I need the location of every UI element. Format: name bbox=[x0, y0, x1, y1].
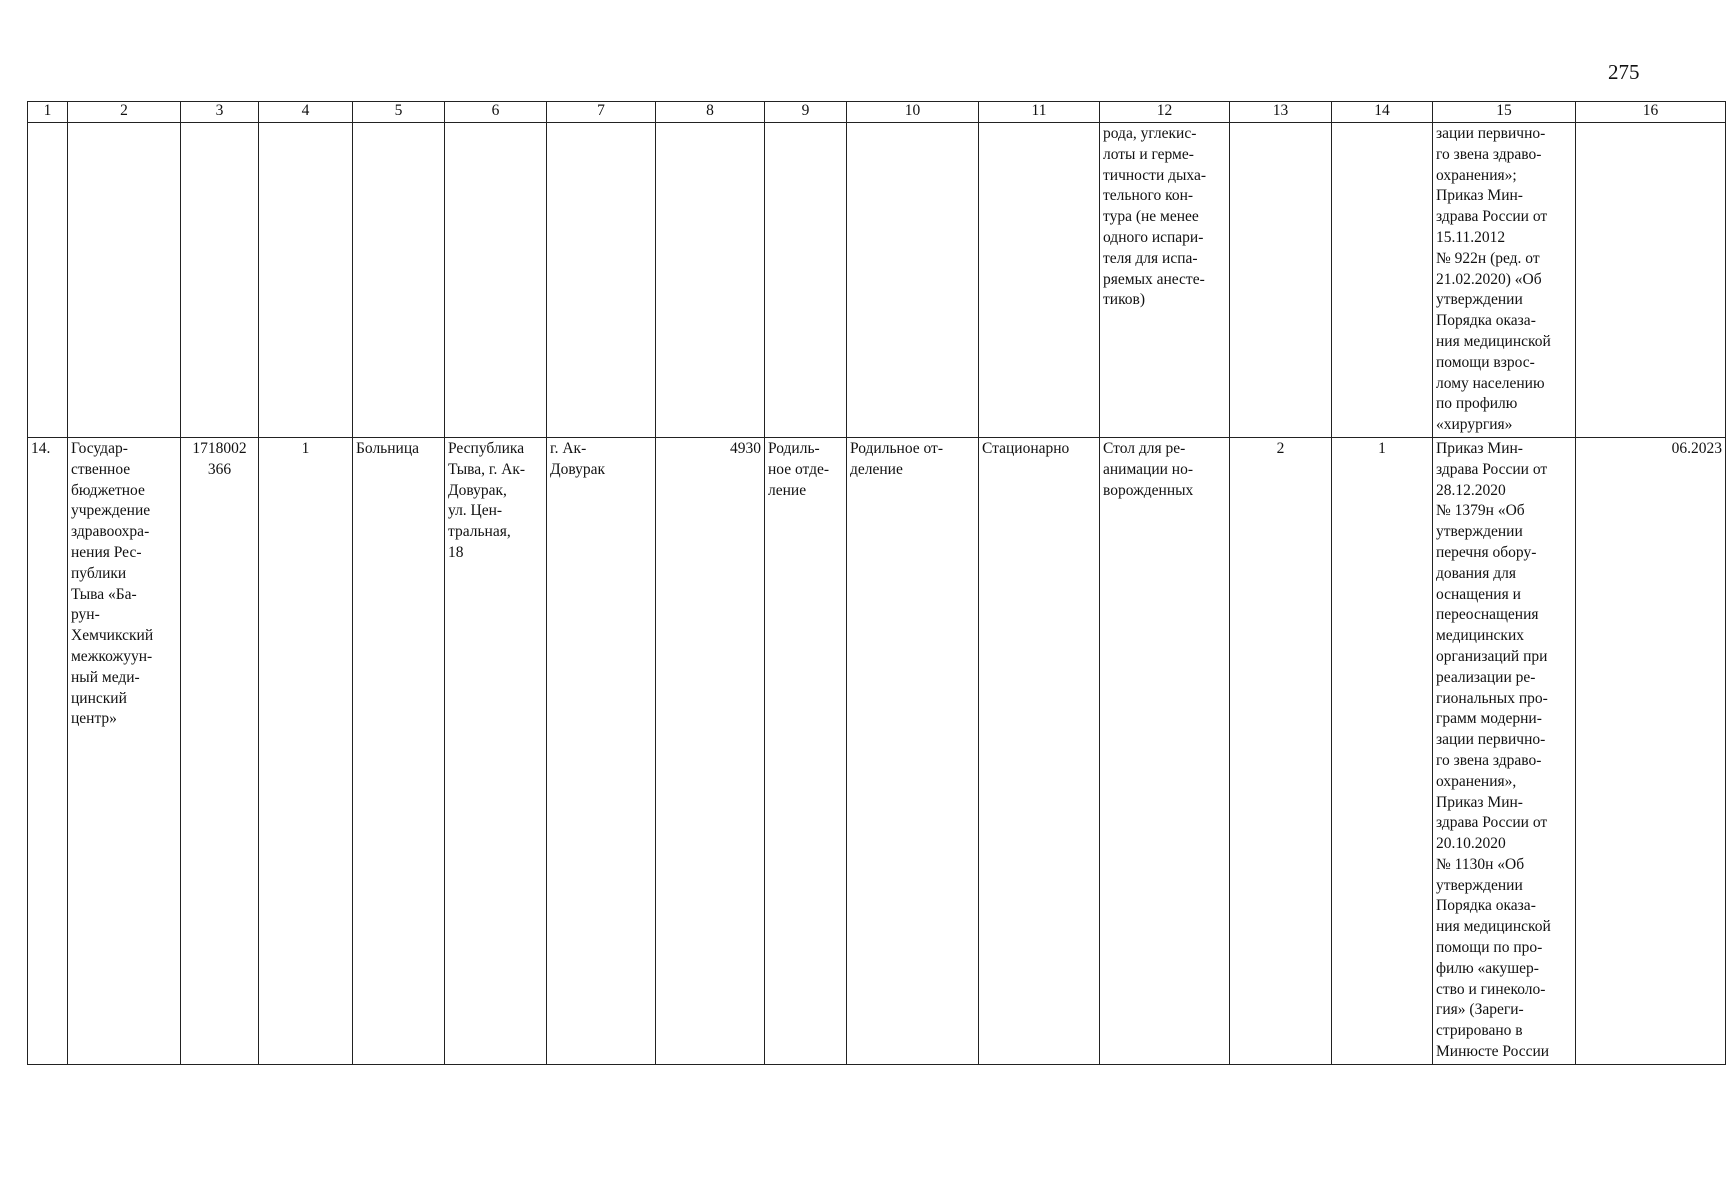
column-number: 6 bbox=[445, 102, 547, 123]
empty-cell bbox=[1332, 123, 1433, 438]
column-number: 2 bbox=[68, 102, 181, 123]
inn-cell: 1718002 366 bbox=[181, 437, 259, 1064]
column-4-cell: 1 bbox=[259, 437, 353, 1064]
continuation-row bbox=[28, 123, 1726, 438]
organization-name-cell: Государ- ственное бюджетное учреждение здравоохра- нения Рес- публики Тыва «Ба- рун- Хемчикский межкожуун- ный меди- цинский центр» bbox=[68, 437, 181, 1064]
empty-cell bbox=[68, 123, 181, 438]
column-number: 3 bbox=[181, 102, 259, 123]
column-number: 15 bbox=[1433, 102, 1576, 123]
empty-cell bbox=[656, 123, 765, 438]
empty-cell bbox=[28, 123, 68, 438]
column-number-row bbox=[28, 102, 1726, 123]
city-cell: г. Ак- Довурак bbox=[547, 437, 656, 1064]
column-number: 14 bbox=[1332, 102, 1433, 123]
department-cell: Родиль- ное отде- ление bbox=[765, 437, 847, 1064]
empty-cell bbox=[847, 123, 979, 438]
legal-basis-cell: зации первично- го звена здраво- охранения»; Приказ Мин- здрава России от 15.11.2012 № 922н (ред. от 21.02.2020) «Об утверждении Порядка оказа- ния медицинской помощи взрос- лому населению по профилю «хирургия» bbox=[1433, 123, 1576, 438]
column-number: 16 bbox=[1576, 102, 1726, 123]
empty-cell bbox=[353, 123, 445, 438]
page-number: 275 bbox=[1608, 60, 1640, 84]
empty-cell bbox=[1230, 123, 1332, 438]
equipment-table bbox=[27, 101, 1726, 1065]
empty-cell bbox=[979, 123, 1100, 438]
quantity-cell: 1 bbox=[1332, 437, 1433, 1064]
facility-type-cell: Больница bbox=[353, 437, 445, 1064]
date-cell: 06.2023 bbox=[1576, 437, 1726, 1064]
equipment-name-cell: Стол для ре- анимации но- ворожденных bbox=[1100, 437, 1230, 1064]
empty-cell bbox=[1576, 123, 1726, 438]
subdivision-cell: Родильное от- деление bbox=[847, 437, 979, 1064]
empty-cell bbox=[765, 123, 847, 438]
column-number: 10 bbox=[847, 102, 979, 123]
address-cell: Республика Тыва, г. Ак- Довурак, ул. Цен- тральная, 18 bbox=[445, 437, 547, 1064]
empty-cell bbox=[547, 123, 656, 438]
empty-cell bbox=[445, 123, 547, 438]
row-number-cell: 14. bbox=[28, 437, 68, 1064]
quantity-required-cell: 2 bbox=[1230, 437, 1332, 1064]
population-cell: 4930 bbox=[656, 437, 765, 1064]
column-number: 7 bbox=[547, 102, 656, 123]
care-conditions-cell: Стационарно bbox=[979, 437, 1100, 1064]
column-number: 9 bbox=[765, 102, 847, 123]
column-number: 5 bbox=[353, 102, 445, 123]
column-number: 4 bbox=[259, 102, 353, 123]
legal-basis-cell: Приказ Мин- здрава России от 28.12.2020 № 1379н «Об утверждении перечня обору- дования для оснащения и переоснащения медицинских организаций при реализации ре- гиональных про- грамм модерни- зации первично- го звена здраво- охранения», Приказ Мин- здрава России от 20.10.2020 № 1130н «Об утверждении Порядка оказа- ния медицинской помощи по про- филю «акушер- ство и гинеколо- гия» (Зареги- стрировано в Минюсте России bbox=[1433, 437, 1576, 1064]
column-number: 8 bbox=[656, 102, 765, 123]
column-number: 1 bbox=[28, 102, 68, 123]
column-number: 12 bbox=[1100, 102, 1230, 123]
table-row bbox=[28, 437, 1726, 1064]
empty-cell bbox=[259, 123, 353, 438]
column-number: 11 bbox=[979, 102, 1100, 123]
empty-cell bbox=[181, 123, 259, 438]
column-number: 13 bbox=[1230, 102, 1332, 123]
equipment-spec-cell: рода, углекис- лоты и герме- тичности дыха- тельного кон- тура (не менее одного испари- теля для испа- ряемых анесте- тиков) bbox=[1100, 123, 1230, 438]
